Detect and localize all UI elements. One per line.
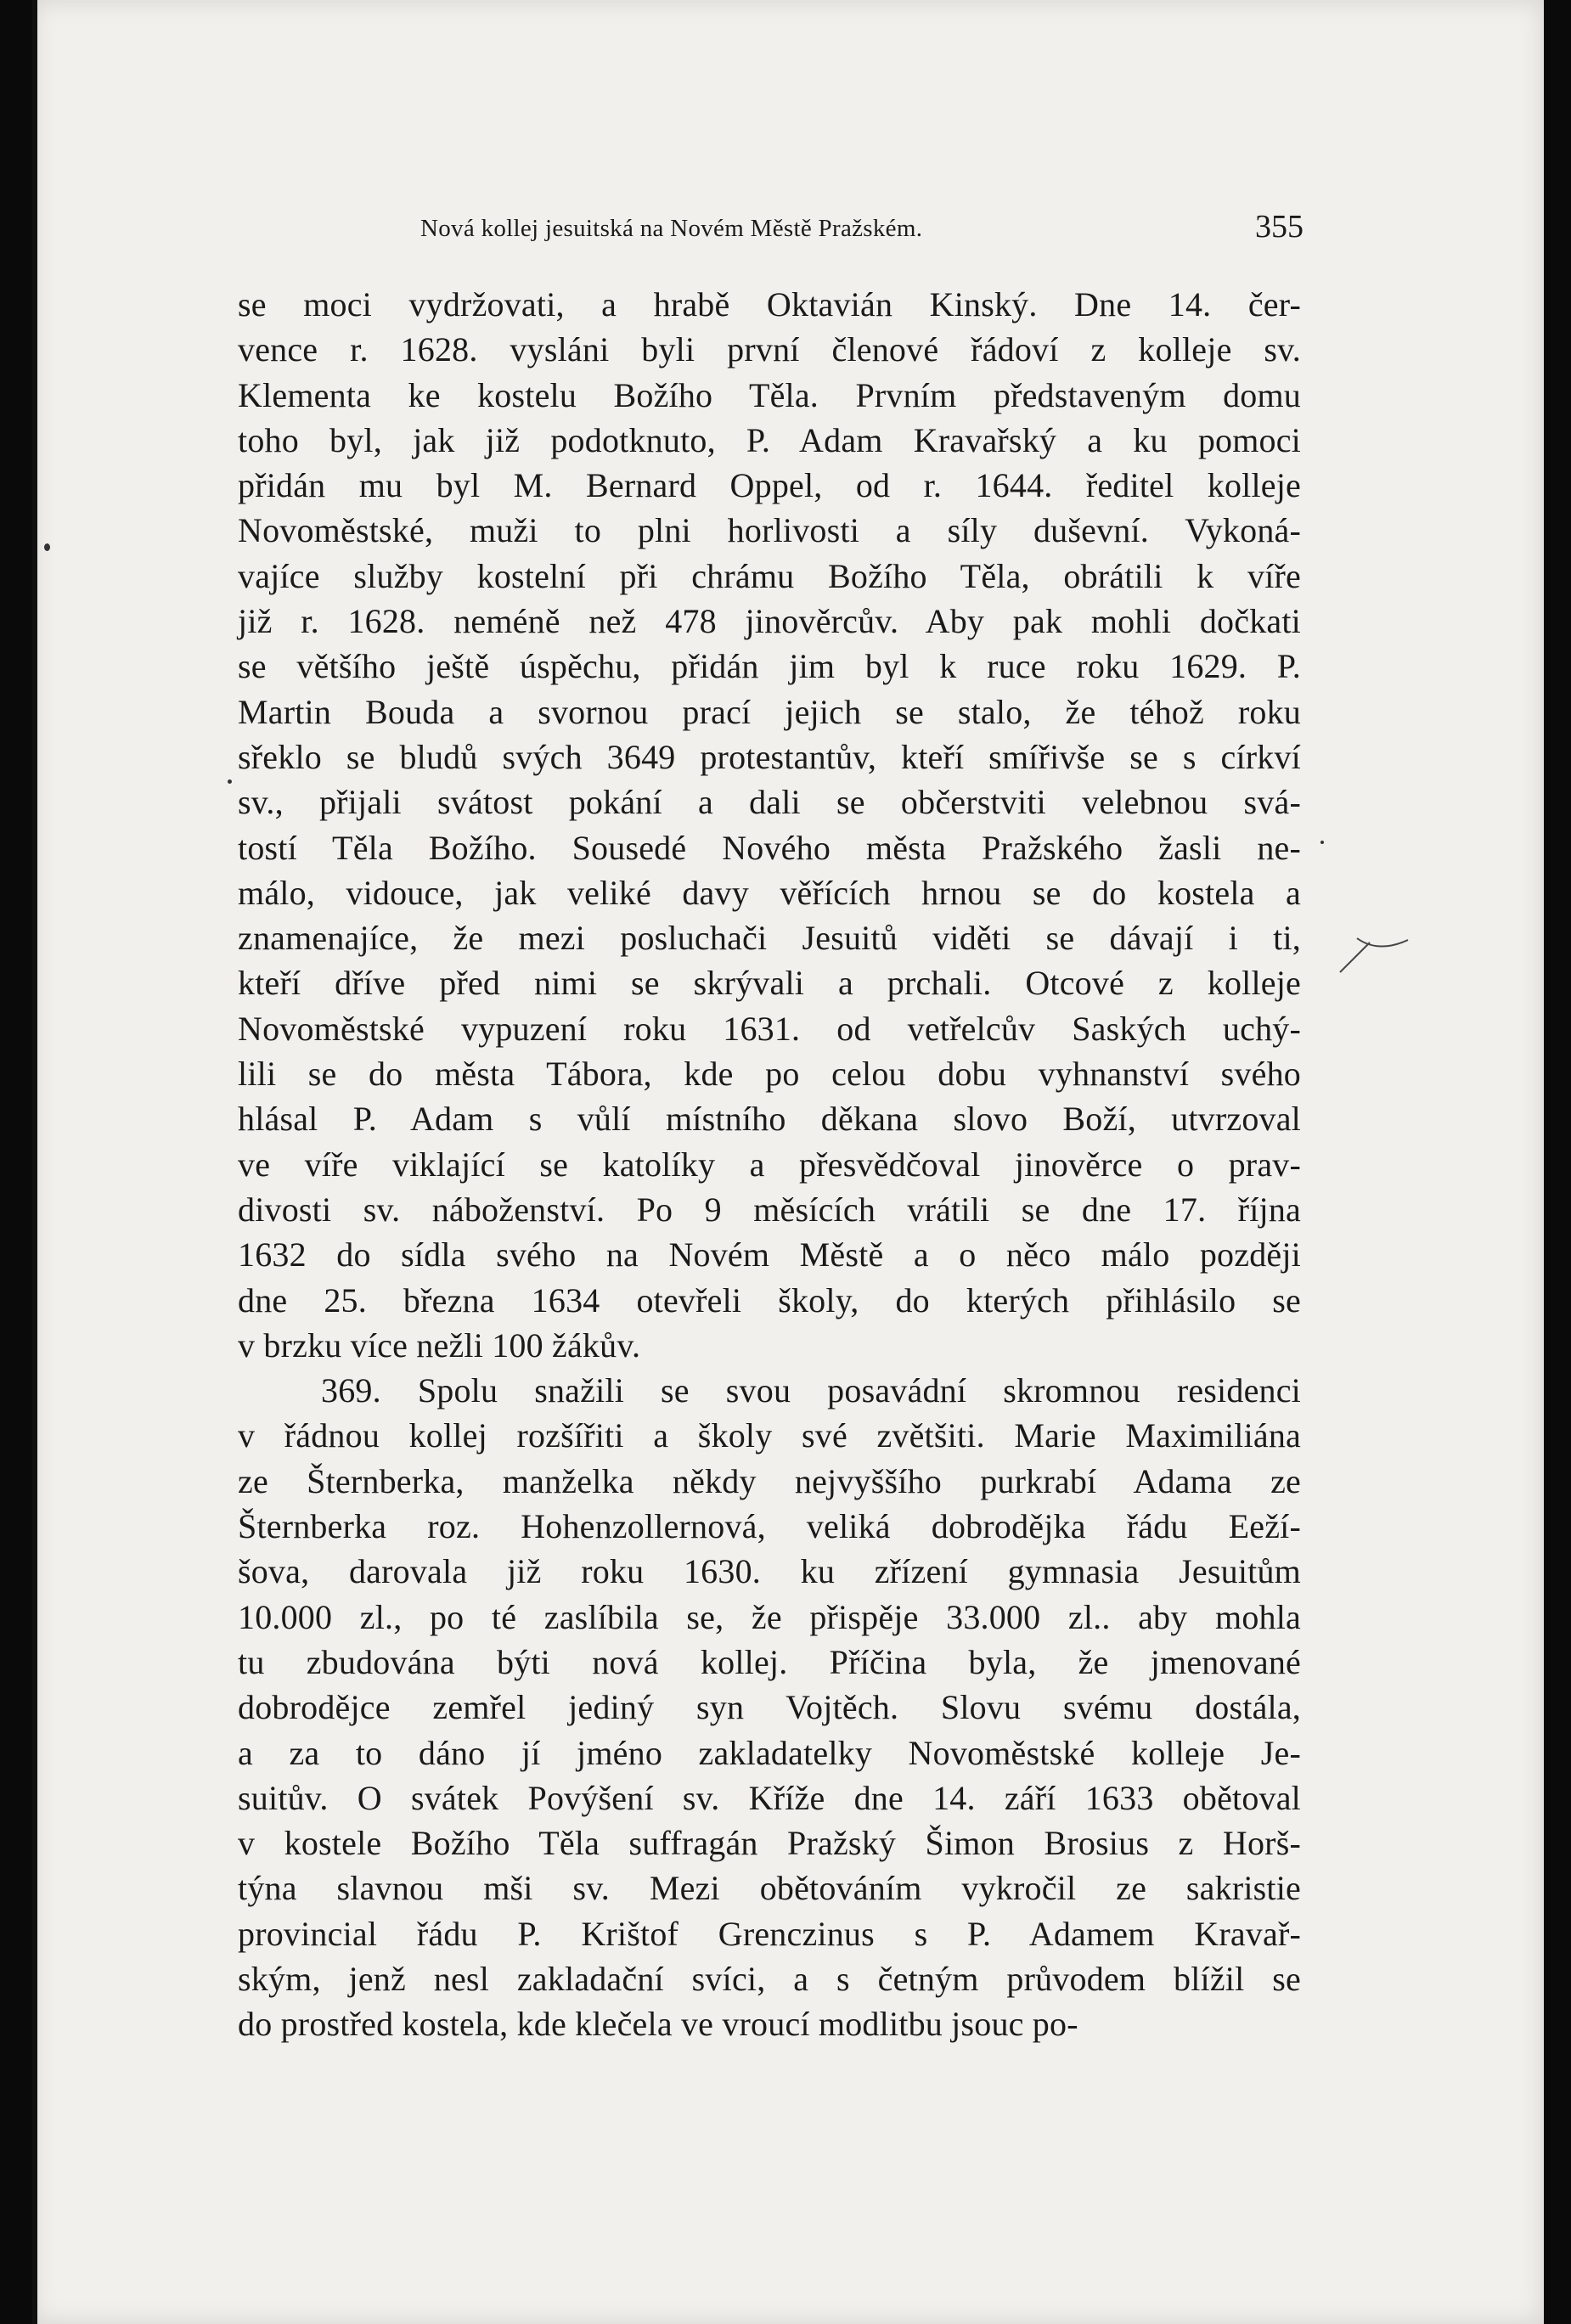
print-speck xyxy=(1320,841,1324,844)
page-spine-edge xyxy=(32,0,37,2324)
text-line: ským, jenž nesl zakladační svíci, a s četným průvodem blížil se xyxy=(238,1959,1301,1998)
text-line: se většího ještě úspěchu, přidán jim byl k ruce roku 1629. P. xyxy=(238,647,1301,686)
text-line: se moci vydržovati, a hrabě Oktavián Kinský. Dne 14. čer- xyxy=(238,285,1301,324)
text-line: dobrodějce zemřel jediný syn Vojtěch. Slovu svému dostála, xyxy=(238,1688,1301,1727)
text-line: ze Šternberka, manželka někdy nejvyššího purkrabí Adama ze xyxy=(238,1461,1301,1500)
body-text xyxy=(238,282,1301,2047)
text-line: Martin Bouda a svornou prací jejich se stalo, že téhož roku xyxy=(238,692,1301,731)
text-line: šova, darovala již roku 1630. ku zřízení gymnasia Jesuitům xyxy=(238,1552,1301,1591)
text-line: dne 25. března 1634 otevřeli školy, do kterých přihlásilo se xyxy=(238,1280,1301,1320)
text-line: Šternberka roz. Hohenzollernová, veliká dobrodějka řádu Eeží- xyxy=(238,1507,1301,1546)
text-line: 1632 do sídla svého na Novém Městě a o něco málo později xyxy=(238,1235,1301,1275)
page-number: 355 xyxy=(1255,209,1304,245)
text-line: tu zbudována býti nová kollej. Příčina byla, že jmenované xyxy=(238,1642,1301,1681)
text-line: málo, vidouce, jak veliké davy věřících hrnou se do kostela a xyxy=(238,873,1301,912)
text-line: přidán mu byl M. Bernard Oppel, od r. 1644. ředitel kolleje xyxy=(238,466,1301,505)
text-line: vajíce služby kostelní při chrámu Božího Těla, obrátili k víře xyxy=(238,556,1301,595)
print-speck xyxy=(228,779,232,784)
text-line: do prostřed kostela, kde klečela ve vroucí modlitbu jsouc po- xyxy=(238,2005,1078,2044)
text-line: tostí Těla Božího. Sousedé Nového města Pražského žasli ne- xyxy=(238,828,1301,867)
text-line: toho byl, jak již podotknuto, P. Adam Kravařský a ku pomoci xyxy=(238,420,1301,459)
text-line: hlásal P. Adam s vůlí místního děkana slovo Boží, utvrzoval xyxy=(238,1100,1301,1139)
text-line: týna slavnou mši sv. Mezi obětováním vykročil ze sakristie xyxy=(238,1869,1301,1908)
print-speck xyxy=(44,543,50,551)
text-line: Novoměstské, muži to plni horlivosti a síly duševní. Vykoná- xyxy=(238,511,1301,550)
text-line: lili se do města Tábora, kde po celou dobu vyhnanství svého xyxy=(238,1055,1301,1094)
text-line: v kostele Božího Těla suffragán Pražský Šimon Brosius z Horš- xyxy=(238,1824,1301,1863)
text-line: provincial řádu P. Krištof Grenczinus s P. Adamem Kravař- xyxy=(238,1914,1301,1953)
running-header-title: Nová kollej jesuitská na Novém Městě Pražském. xyxy=(420,215,923,242)
text-line: znamenajíce, že mezi posluchači Jesuitů viděti se dávají i ti, xyxy=(238,919,1301,958)
text-line: v řádnou kollej rozšířiti a školy své zvětšiti. Marie Maximiliána xyxy=(238,1416,1301,1455)
text-line: 10.000 zl., po té zaslíbila se, že přispěje 33.000 zl.. aby mohla xyxy=(238,1597,1301,1636)
text-line: již r. 1628. neméně než 478 jinověrcův. Aby pak mohli dočkati xyxy=(238,602,1301,641)
text-line: ve víře viklající se katolíky a přesvědčoval jinověrce o prav- xyxy=(238,1145,1301,1184)
text-line: suitův. O svátek Povýšení sv. Kříže dne 14. září 1633 obětoval xyxy=(238,1778,1301,1817)
running-header xyxy=(420,209,1304,249)
text-line: sv., přijali svátost pokání a dali se občerstviti velebnou svá- xyxy=(238,783,1301,822)
text-line: Novoměstské vypuzení roku 1631. od vetřelcův Saských uchý- xyxy=(238,1009,1301,1048)
text-line: 369. Spolu snažili se svou posavádní skromnou residenci xyxy=(321,1371,1301,1410)
text-line: Klementa ke kostelu Božího Těla. Prvním představeným domu xyxy=(238,375,1301,414)
text-line: divosti sv. náboženství. Po 9 měsících vrátili se dne 17. října xyxy=(238,1190,1301,1229)
text-line: vence r. 1628. vysláni byli první členové řádoví z kolleje sv. xyxy=(238,330,1301,369)
text-line: a za to dáno jí jméno zakladatelky Novoměstské kolleje Je- xyxy=(238,1733,1301,1772)
text-line: v brzku více nežli 100 žákův. xyxy=(238,1325,641,1365)
text-line: sřeklo se bludů svých 3649 protestantův, kteří smířivše se s církví xyxy=(238,737,1301,776)
text-line: kteří dříve před nimi se skrývali a prchali. Otcové z kolleje xyxy=(238,964,1301,1003)
handwritten-margin-mark xyxy=(1332,921,1416,981)
